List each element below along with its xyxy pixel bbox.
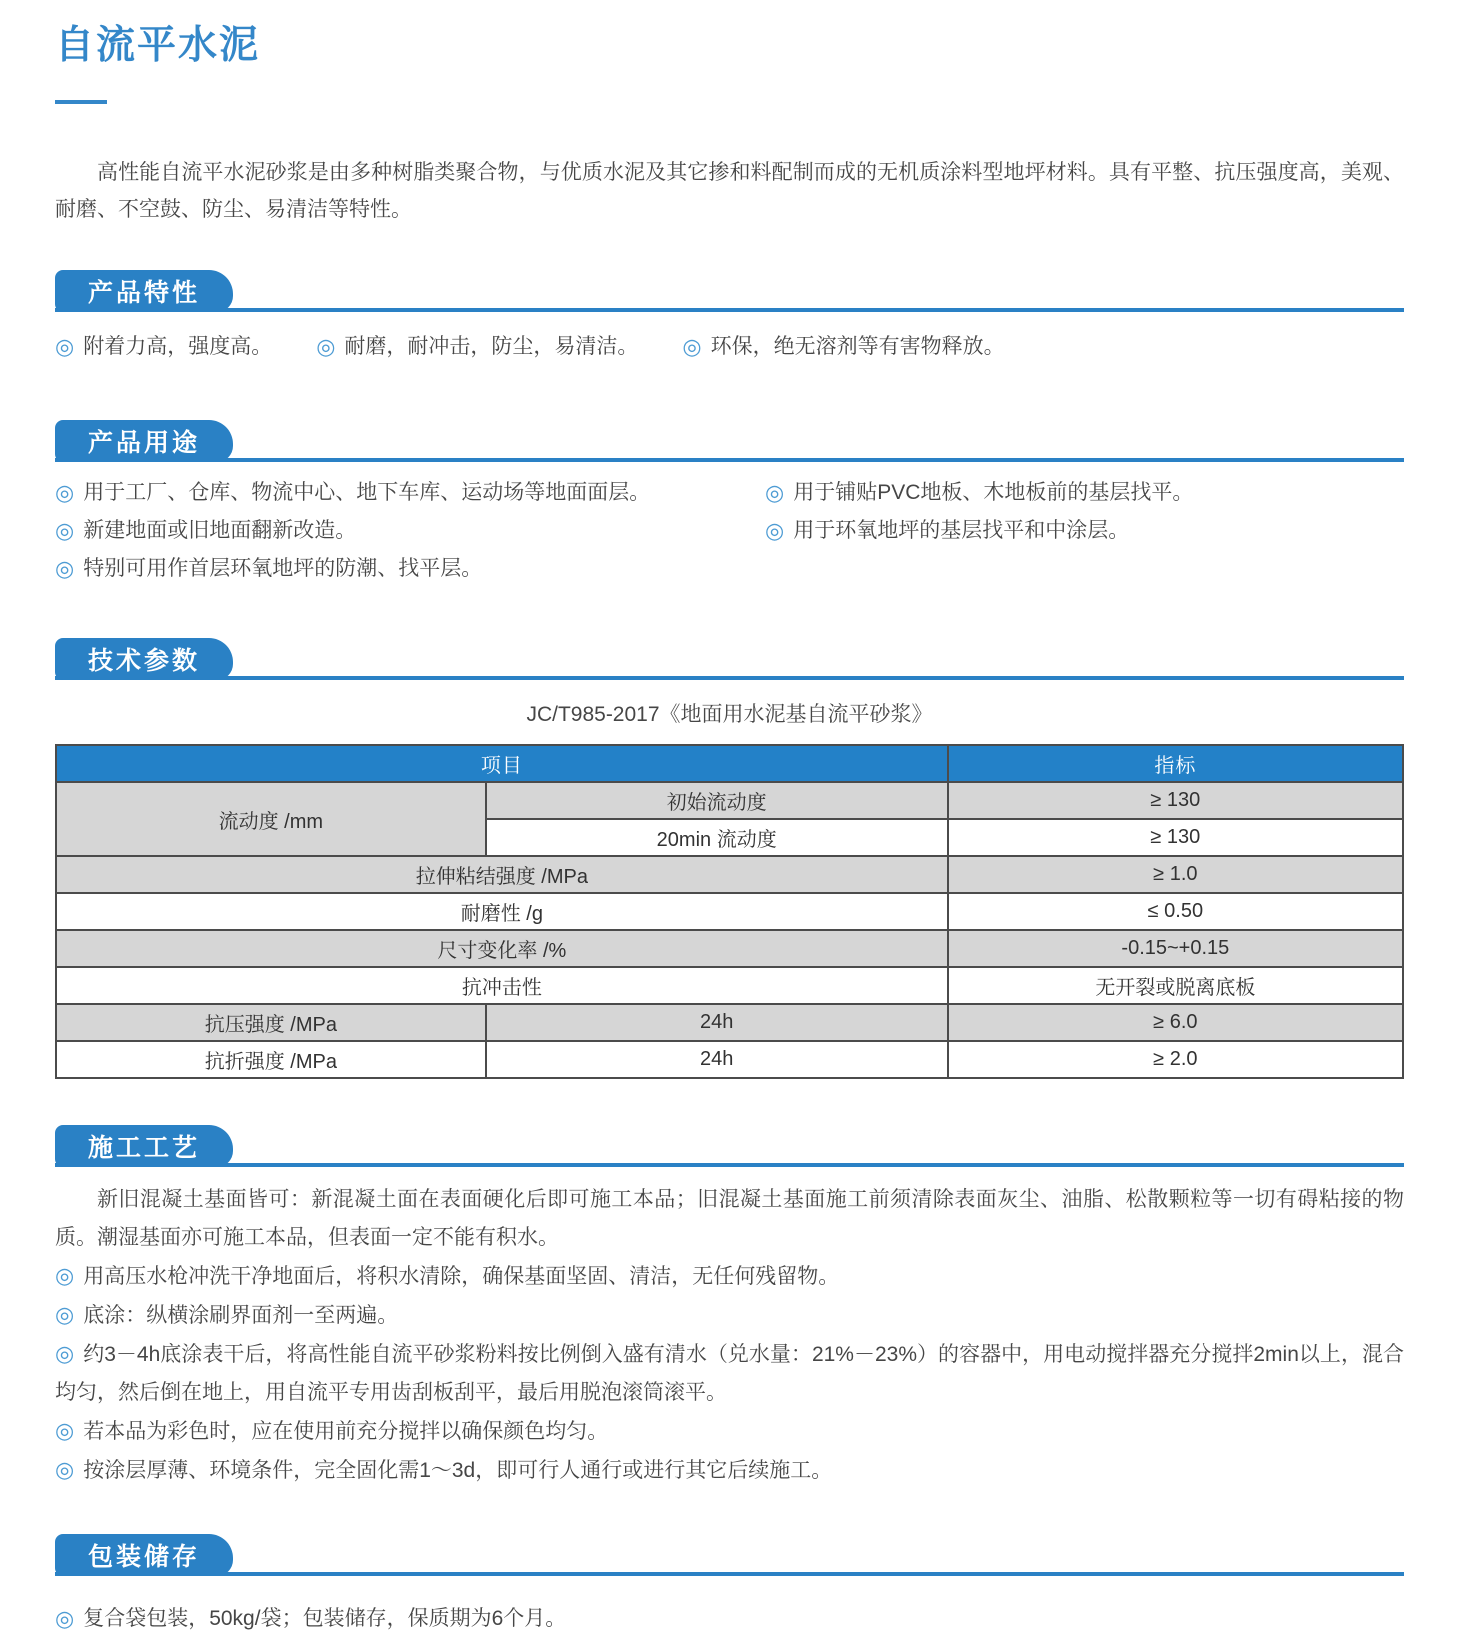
section-header-process [55,1125,1404,1167]
section-rule [55,1163,1404,1167]
intro-paragraph: 高性能自流平水泥砂浆是由多种树脂类聚合物，与优质水泥及其它掺和料配制而成的无机质涂料型地坪材料。具有平整、抗压强度高，美观、耐磨、不空鼓、防尘、易清洁等特性。 [55,161,1404,221]
process-step-text: 底涂：纵横涂刷界面剂一至两遍。 [83,1304,399,1327]
spec-cell-flow-sub: 20min 流动度 [486,819,948,856]
use-item [55,550,765,588]
double-circle-bullet-icon: ◎ [55,1341,75,1366]
page-content [55,14,1404,1638]
double-circle-bullet-icon: ◎ [55,1302,75,1327]
double-circle-bullet-icon: ◎ [55,334,75,359]
section-header-packaging [55,1534,1404,1576]
feature-item-text: 附着力高，强度高。 [83,335,273,358]
section-rule [55,458,1404,462]
table-row [56,1041,1403,1078]
column-header-index: 指标 [948,745,1403,782]
section-tab-label: 产品用途 [87,429,200,457]
process-step-text: 按涂层厚薄、环境条件，完全固化需1～3d，即可行人通行或进行其它后续施工。 [83,1459,833,1482]
spec-cell-label: 抗冲击性 [56,967,948,1004]
section-header-tech [55,638,1404,680]
process-step [55,1296,1404,1335]
spec-cell-value: -0.15~+0.15 [948,930,1403,967]
double-circle-bullet-icon: ◎ [55,518,75,543]
spec-cell-flow-value: ≥ 130 [948,819,1403,856]
double-circle-bullet-icon: ◎ [316,334,336,359]
use-item [55,474,765,512]
feature-item [316,328,638,366]
spec-cell-label: 拉伸粘结强度 /MPa [56,856,948,893]
spec-cell-label: 尺寸变化率 /% [56,930,948,967]
feature-item [55,328,272,366]
spec-cell-flow-label: 流动度 /mm [56,782,486,856]
table-row [56,930,1403,967]
process-step [55,1335,1404,1412]
use-item [55,512,765,550]
packaging-item [55,1600,1404,1638]
spec-cell-value: ≥ 2.0 [948,1041,1403,1078]
section-tab-label: 施工工艺 [87,1134,200,1162]
process-step-text: 用高压水枪冲洗干净地面后，将积水清除，确保基面坚固、清洁，无任何残留物。 [83,1265,840,1288]
table-row [56,856,1403,893]
uses-left-column [55,474,765,588]
spec-cell-label: 抗压强度 /MPa [56,1004,486,1041]
spec-cell-value: ≥ 1.0 [948,856,1403,893]
section-header-uses [55,420,1404,462]
feature-item-text: 耐磨，耐冲击，防尘，易清洁。 [344,335,639,358]
section-tab-label: 技术参数 [87,647,200,675]
process-step [55,1451,1404,1490]
spec-cell-label: 耐磨性 /g [56,893,948,930]
column-header-item: 项目 [56,745,948,782]
section-rule [55,1572,1404,1576]
table-row [56,1004,1403,1041]
use-item-text: 用于铺贴PVC地板、木地板前的基层找平。 [793,481,1194,504]
uses-list [55,474,1404,588]
section-tab-tech [55,638,233,680]
use-item [765,474,1193,512]
spec-cell-flow-value: ≥ 130 [948,782,1403,819]
process-intro-paragraph: 新旧混凝土基面皆可：新混凝土面在表面硬化后即可施工本品；旧混凝土基面施工前须清除表面灰尘、油脂、松散颗粒等一切有碍粘接的物质。潮湿基面亦可施工本品，但表面一定不能有积水。 [55,1188,1404,1249]
use-item-text: 特别可用作首层环氧地坪的防潮、找平层。 [83,557,483,580]
spec-table-caption: JC/T985-2017《地面用水泥基自流平砂浆》 [526,703,933,726]
double-circle-bullet-icon: ◎ [765,518,785,543]
title-underline-decoration [55,100,107,104]
features-list [55,328,1404,366]
double-circle-bullet-icon: ◎ [55,1263,75,1288]
section-tab-uses [55,420,233,462]
feature-item-text: 环保，绝无溶剂等有害物释放。 [710,335,1005,358]
spec-cell-value: ≥ 6.0 [948,1004,1403,1041]
spec-cell-sub: 24h [486,1041,948,1078]
double-circle-bullet-icon: ◎ [55,556,75,581]
uses-right-column [765,474,1193,588]
use-item [765,512,1193,550]
process-step-text: 约3－4h底涂表干后，将高性能自流平砂浆粉料按比例倒入盛有清水（兑水量：21%－23%）的容器中，用电动搅拌器充分搅拌2min以上，混合均匀，然后倒在地上，用自流平专用齿刮板刮平，最后用脱泡滚筒滚平。 [55,1343,1404,1404]
table-row [56,782,1403,819]
feature-item [682,328,1004,366]
section-rule [55,676,1404,680]
double-circle-bullet-icon: ◎ [55,1457,75,1482]
spec-cell-value: 无开裂或脱离底板 [948,967,1403,1004]
spec-cell-value: ≤ 0.50 [948,893,1403,930]
tech-spec-table [55,744,1404,1079]
section-tab-label: 包装储存 [87,1543,200,1571]
spec-cell-sub: 24h [486,1004,948,1041]
packaging-item-text: 复合袋包装，50kg/袋；包装储存，保质期为6个月。 [83,1607,567,1630]
page-title: 自流平水泥 [55,24,261,67]
process-step [55,1257,1404,1296]
use-item-text: 用于环氧地坪的基层找平和中涂层。 [793,519,1130,542]
double-circle-bullet-icon: ◎ [55,1606,75,1631]
section-tab-features [55,270,233,312]
double-circle-bullet-icon: ◎ [765,480,785,505]
spec-cell-flow-sub: 初始流动度 [486,782,948,819]
section-header-features [55,270,1404,312]
section-tab-label: 产品特性 [87,279,200,307]
section-tab-process [55,1125,233,1167]
section-tab-packaging [55,1534,233,1576]
process-step-text: 若本品为彩色时，应在使用前充分搅拌以确保颜色均匀。 [83,1420,609,1443]
section-rule [55,308,1404,312]
spec-cell-label: 抗折强度 /MPa [56,1041,486,1078]
spec-table-header-row [56,745,1403,782]
use-item-text: 用于工厂、仓库、物流中心、地下车库、运动场等地面面层。 [83,481,651,504]
table-row [56,893,1403,930]
double-circle-bullet-icon: ◎ [55,480,75,505]
process-step [55,1412,1404,1451]
double-circle-bullet-icon: ◎ [55,1418,75,1443]
use-item-text: 新建地面或旧地面翻新改造。 [83,519,357,542]
table-row [56,967,1403,1004]
double-circle-bullet-icon: ◎ [682,334,702,359]
